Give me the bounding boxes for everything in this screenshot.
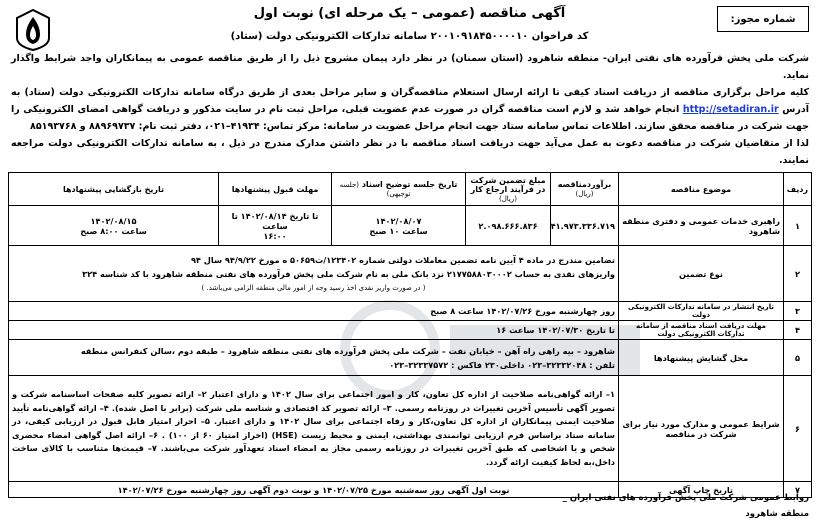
table-row (9, 340, 812, 376)
deadline-date: تا تاریخ ۱۴۰۲/۰۸/۱۴ تا ساعت ۱۶:۰۰ (219, 206, 332, 246)
docs-deadline-value: تا تاریخ ۱۴۰۲/۰۷/۳۰ ساعت ۱۶ (9, 321, 619, 340)
intro-paragraph-2a: کلیه مراحل برگزاری مناقصه از دریافت اسناد کیفی تا ارائه ارسال استعلام مناقصه‌گران و سایر مراحل بعدی از طریق درگاه سامانه تدارکات الکترونیکی دولت (ستاد) به آدرس (11, 87, 810, 115)
row-number: ۱ (784, 206, 812, 246)
header-deadline: مهلت قبول پیشنهادها (219, 173, 332, 206)
header-row-number: ردیف (784, 173, 812, 206)
table-row (9, 246, 812, 302)
intro-text (11, 50, 809, 169)
table-row (9, 302, 812, 321)
call-code: کد فراخوان ۲۰۰۱۰۹۱۸۴۵۰۰۰۰۱۰ سامانه تدارکات الکترونیکی دولت (ستاد) (230, 31, 589, 42)
publish-date-value: روز چهارشنبه مورخ ۱۴۰۲/۰۷/۲۶ ساعت ۸ صبح (9, 302, 619, 321)
table-row (9, 376, 812, 482)
tender-subject: راهبری خدمات عمومی و دفتری منطقه شاهرود (619, 206, 784, 246)
conditions-text: ۱– ارائه گواهی‌نامه صلاحیت از اداره کل تعاون، کار و امور اجتماعی برای سال ۱۴۰۲ و دارای اعتبار ۲– ارائه تصویر کلیه صفحات اساسنامه شرکت و تصویر آگهی تأسیس آخرین تغییرات در روزنامه رسمی. ۳– ارائه تصویر کد اقتصادی و شناسه ملی شرکت (برابر با اصل شده). ۴– ارائه گواهی‌نامه تأیید صلاحیت ایمنی پیمانکاران از اداره کل تعاون،کار و رفاه اجتماعی برای سال ۱۴۰۲ و دارای اعتبار. ۵– احراز امتیاز قابل قبول در ارزیابی کیفی، در سامانه ستاد براساس فرم ارزیابی توانمندی بهداشتی، ایمنی و محیط زیست (HSE) (احراز امتیاز ۶۰ از ۱۰۰) . ۶– ارائه اصل گواهی امضاء محضری شخص و یا اشخاصی که طبق آخرین تغییرات در روزنامه رسمی مجاز به امضاء اسناد تعهدآور شرکت می‌باشند. ۷– قیمت‌ها متناسب با کالای ساخت داخل،به لحاظ کیفیت ارائه گردد. (9, 376, 619, 482)
header-opening: تاریخ بازگشایی پیشنهادها (9, 173, 219, 206)
footer-region: منطقه شاهرود (745, 509, 809, 519)
row-number: ۷ (784, 482, 812, 498)
tender-estimate: ۴۱.۹۷۳.۳۳۶.۷۱۹ (551, 206, 619, 246)
table-header-row (9, 173, 812, 206)
intro-paragraph-2b: انجام خواهد شد و لازم است مناقصه گران در صورت عدم عضویت قبلی، مراحل ثبت نام در سایت مذکور و دریافت گواهی امضای الکترونیکی را جهت شرکت در مناقصه محقق سازند. اطلاعات تماس سامانه ستاد جهت انجام مراحل عضویت در سامانه: مرکز تماس: ۴۱۹۳۴–۰۲۱، دفتر ثبت نام: ۸۸۹۶۹۷۳۷ و ۸۵۱۹۳۷۶۸ (11, 104, 809, 132)
header-meeting: تاریخ جلسه توضیح اسناد (جلسه توجیهی) (332, 173, 466, 206)
opening-place-label: محل گشایش پیشنهادها (619, 340, 784, 376)
conditions-label: شرایط عمومی و مدارک مورد نیاز برای شرکت در مناقصه (619, 376, 784, 482)
footer-signature: روابط عمومی شرکت ملی پخش فرآورده های نفتی ایران _ (562, 493, 809, 503)
row-number: ۵ (784, 340, 812, 376)
header-subject: موضوع مناقصه (619, 173, 784, 206)
print-date-value: نوبت اول آگهی روز سه‌شنبه مورخ ۱۴۰۲/۰۷/۲۵ و نوبت دوم آگهی روز چهارشنبه مورخ ۱۴۰۲/۰۷/۲۶ (9, 482, 619, 498)
table-row (9, 206, 812, 246)
intro-paragraph-3: لذا از متقاضیان شرکت در مناقصه دعوت به عمل می‌آید جهت دریافت اسناد مناقصه با در نظر داشتن مدارک مندرج در ذیل ، به سامانه تدارکات الکترونیکی دولت مراجعه نمایند. (11, 138, 809, 166)
tender-table (8, 172, 812, 498)
row-number: ۶ (784, 376, 812, 482)
setad-link[interactable]: http://setadiran.ir (682, 104, 779, 115)
publish-date-label: تاریخ انتشار در سامانه تدارکات الکترونیکی دولت (619, 302, 784, 321)
guarantee-type-value: تضامین مندرج در ماده ۴ آیین نامه تضمین معاملات دولتی شماره ۱۲۳۴۰۲/ت۵۰۶۵۹ ه مورخ ۹۴/۹/۲۲ سال ۹۴ واریزهای نقدی به حساب ۲۱۷۷۵۸۸۰۳۰۰۰۲ نزد بانک ملی به نام شرکت ملی پخش فرآورده های نفتی منطقه شاهرود با کد شناسه ۳۲۴ ( در صورت واریز نقدی اخذ رسید وجه از امور مالی منطقه الزامی می‌باشد. ) (9, 246, 619, 302)
row-number: ۴ (784, 321, 812, 340)
guarantee-type-label: نوع تضمین (619, 246, 784, 302)
table-row (9, 321, 812, 340)
intro-paragraph-2 (11, 84, 809, 135)
header-guarantee: مبلغ تضمین شرکت در فرآیند ارجاع کار (ریال) (466, 173, 551, 206)
opening-place-value: شاهرود – بیه راهی راه آهن – خیابان نفت – شرکت ملی پخش فرآورده های نفتی منطقه شاهرود – طبقه دوم ،سالن کنفرانس منطقه تلفن : ۳۲۳۳۲۰۴۸–۰۲۳ داخلی۲۳۰ فاکس : ۳۲۳۳۷۵۷۲–۰۲۳ (9, 340, 619, 376)
opening-date: ۱۴۰۲/۰۸/۱۵ ساعت ۸:۰۰ صبح (9, 206, 219, 246)
intro-paragraph-1: شرکت ملی پخش فرآورده های نفتی ایران- منطقه شاهرود (استان سمنان) در نظر دارد پیمان مشروح ذیل را از طریق مناقصه عمومی به پیمانکاران واجد شرایط واگذار نماید. (11, 53, 809, 81)
docs-deadline-label: مهلت دریافت اسناد مناقصه از سامانه تدارکات الکترونیکی دولت (619, 321, 784, 340)
print-date-label: تاریخ چاپ آگهی (619, 482, 784, 498)
permit-label: شماره مجوز: (730, 13, 796, 25)
row-number: ۲ (784, 246, 812, 302)
tender-guarantee: ۲.۰۹۸.۶۶۶.۸۳۶ (466, 206, 551, 246)
notice-title: آگهی مناقصه (عمومی – یک مرحله ای) نوبت اول (253, 6, 566, 21)
row-number: ۳ (784, 302, 812, 321)
meeting-date: ۱۴۰۲/۰۸/۰۷ ساعت ۱۰ صبح (332, 206, 466, 246)
header-estimate: برآوردمناقصه (ریال) (551, 173, 619, 206)
